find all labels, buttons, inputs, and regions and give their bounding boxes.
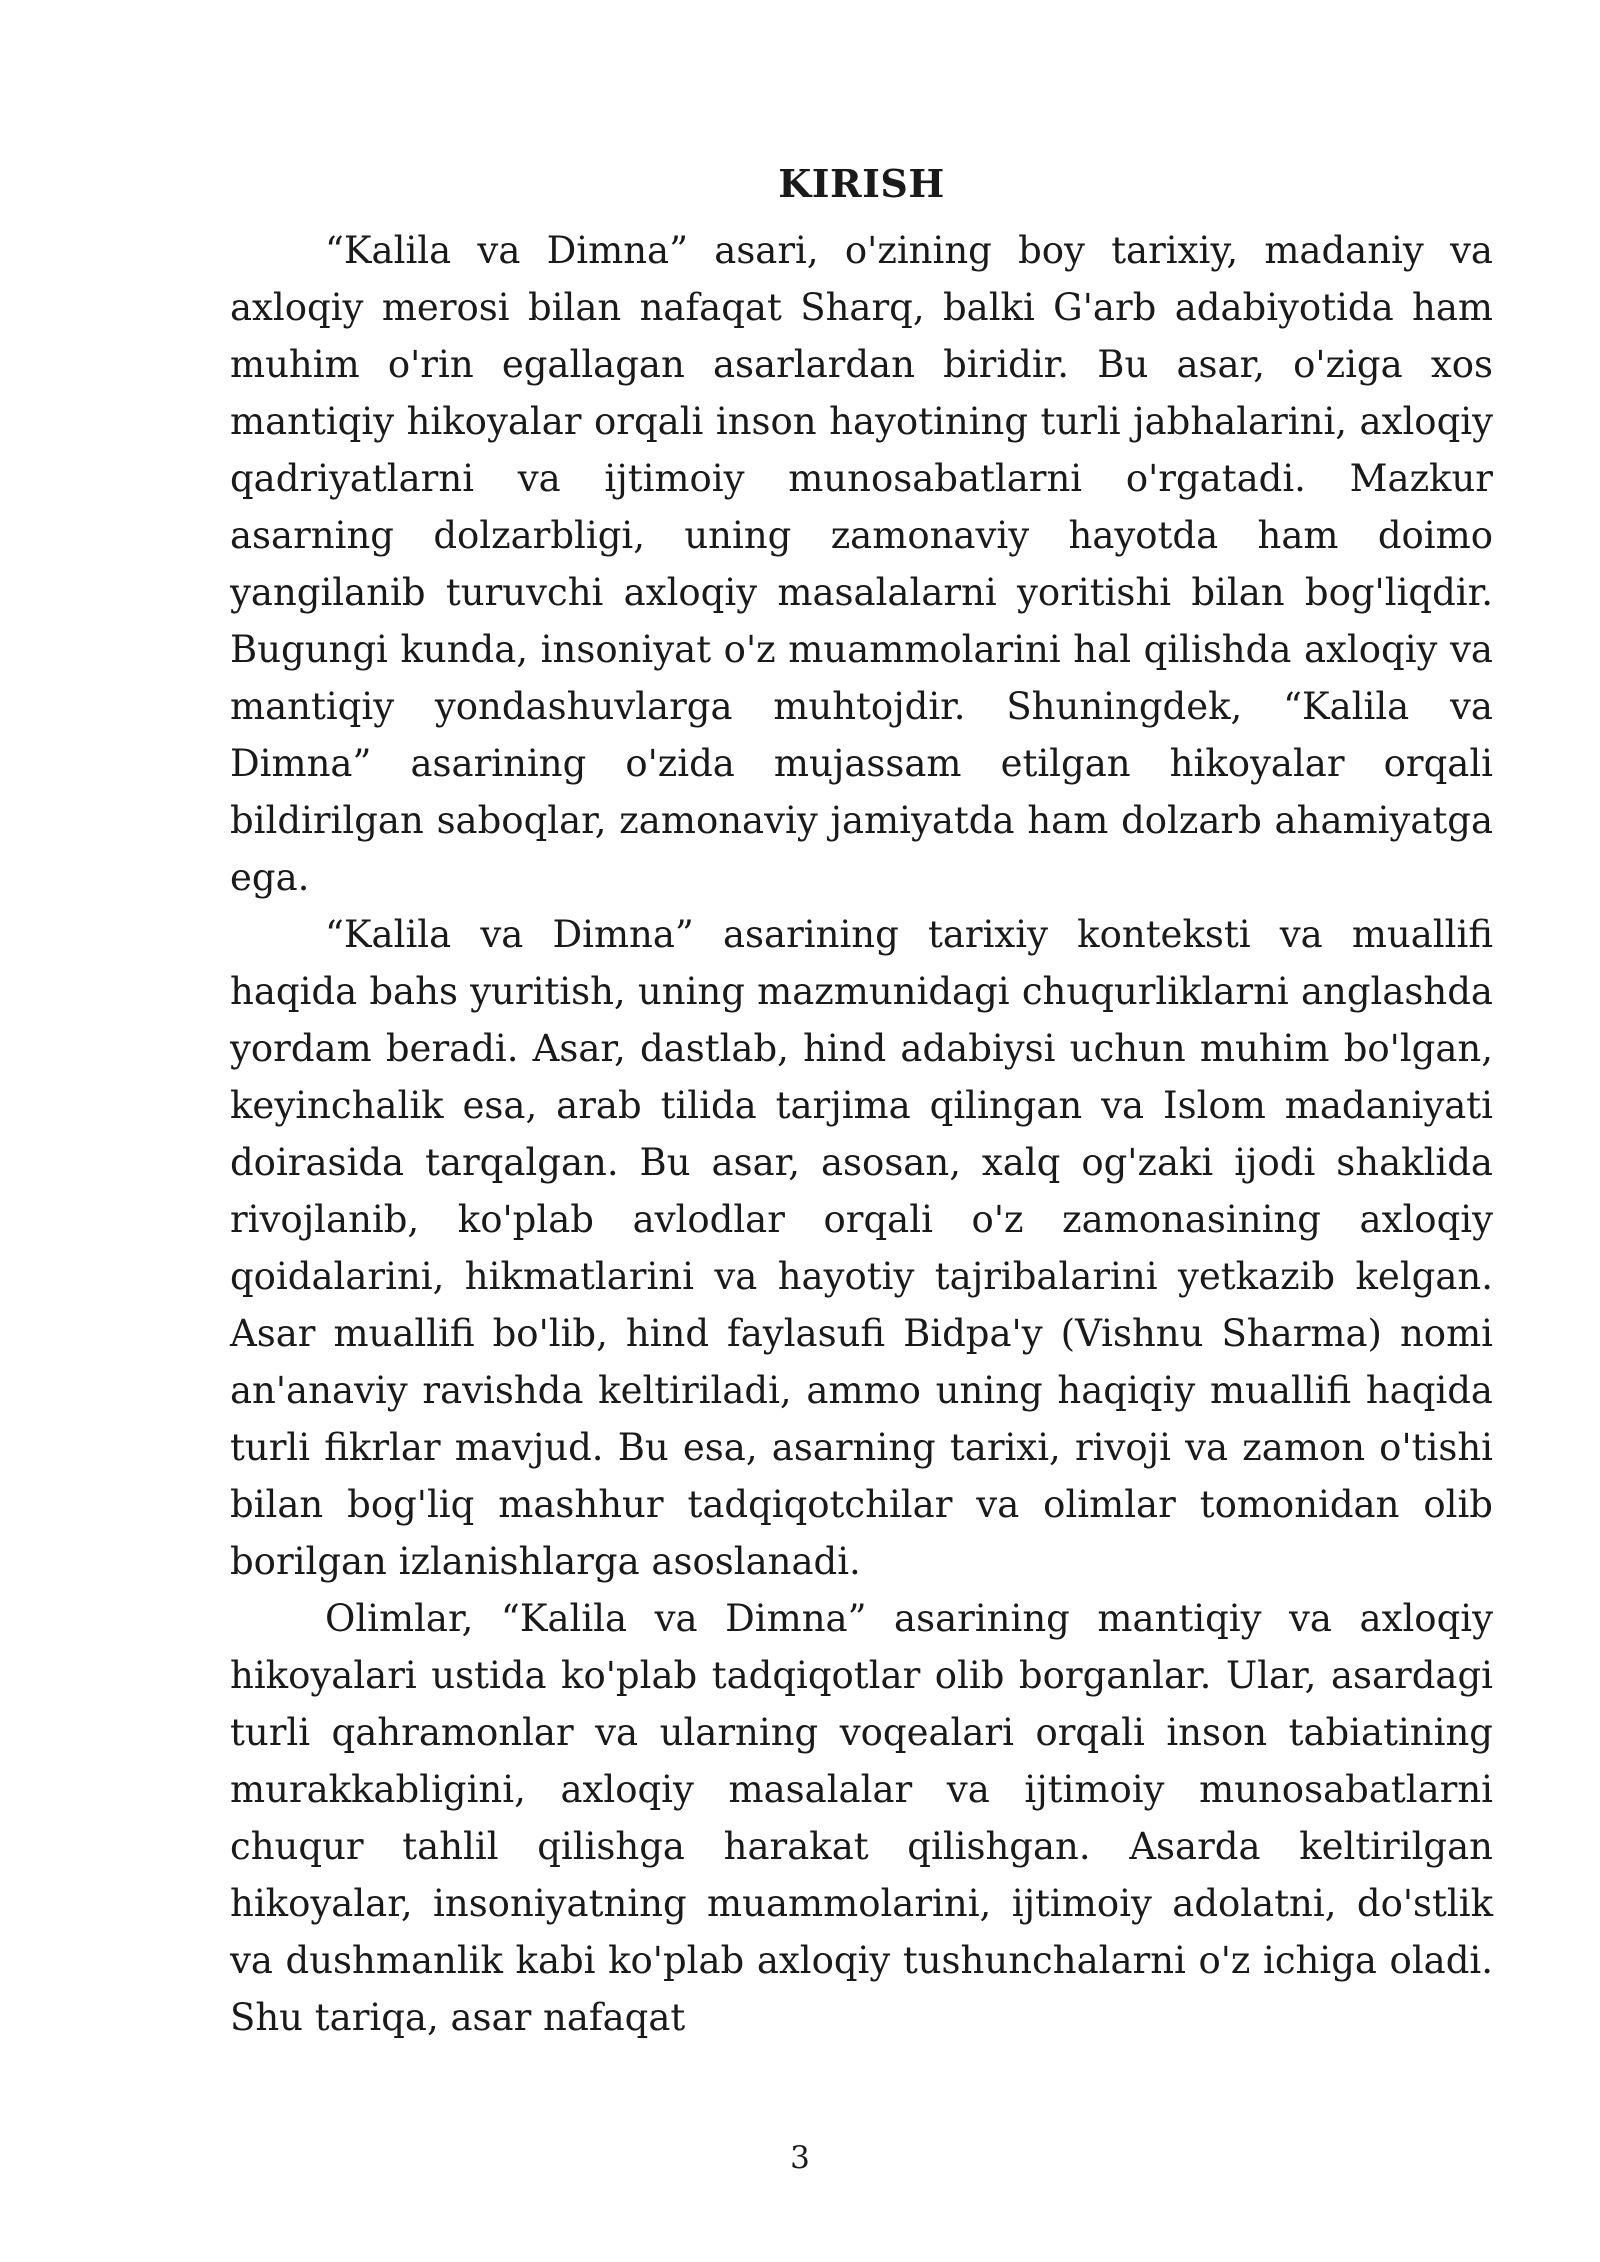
paragraph-1: “Kalila va Dimna” asari, o'zining boy tarixiy, madaniy va axloqiy merosi bilan nafaqat Sharq, balki G'arb adabiyotida ham muhim o'rin egallagan asarlardan biridir. Bu asar, o'ziga xos mantiqiy hikoyalar orqali inson hayotining turli jabhalarini, axloqiy qadriyatlarni va ijtimoiy munosabatlarni o'rgatadi. Mazkur asarning dolzarbligi, uning zamonaviy hayotda ham doimo yangilanib turuvchi axloqiy masalalarni yoritishi bilan bog'liqdir. Bugungi kunda, insoniyat o'z muammolarini hal qilishda axloqiy va mantiqiy yondashuvlarga muhtojdir. Shuningdek, “Kalila va Dimna” asarining o'zida mujassam etilgan hikoyalar orqali bildirilgan saboqlar, zamonaviy jamiyatda ham dolzarb ahamiyatga ega. — [230, 229, 1493, 899]
section-title: KIRISH — [778, 161, 945, 206]
paragraph-2: “Kalila va Dimna” asarining tarixiy konteksti va muallifi haqida bahs yuritish, uning mazmunidagi chuqurliklarni anglashda yordam beradi. Asar, dastlab, hind adabiysi uchun muhim bo'lgan, keyinchalik esa, arab tilida tarjima qilingan va Islom madaniyati doirasida tarqalgan. Bu asar, asosan, xalq og'zaki ijodi shaklida rivojlanib, ko'plab avlodlar orqali o'z zamonasining axloqiy qoidalarini, hikmatlarini va hayotiy tajribalarini yetkazib kelgan. Asar muallifi bo'lib, hind faylasufi Bidpa'y (Vishnu Sharma) nomi an'anaviy ravishda keltiriladi, ammo uning haqiqiy muallifi haqida turli fikrlar mavjud. Bu esa, asarning tarixi, rivoji va zamon o'tishi bilan bog'liq mashhur tadqiqotchilar va olimlar tomonidan olib borilgan izlanishlarga asoslanadi. — [230, 913, 1493, 1583]
paragraph-3: Olimlar, “Kalila va Dimna” asarining mantiqiy va axloqiy hikoyalari ustida ko'plab tadqiqotlar olib borganlar. Ular, asardagi turli qahramonlar va ularning voqealari orqali inson tabiatining murakkabligini, axloqiy masalalar va ijtimoiy munosabatlarni chuqur tahlil qilishga harakat qilishgan. Asarda keltirilgan hikoyalar, insoniyatning muammolarini, ijtimoiy adolatni, do'stlik va dushmanlik kabi ko'plab axloqiy tushunchalarni o'z ichiga oladi. Shu tariqa, asar nafaqat — [230, 1597, 1493, 2039]
page-content — [230, 158, 1493, 2046]
page-number: 3 — [790, 2140, 810, 2176]
